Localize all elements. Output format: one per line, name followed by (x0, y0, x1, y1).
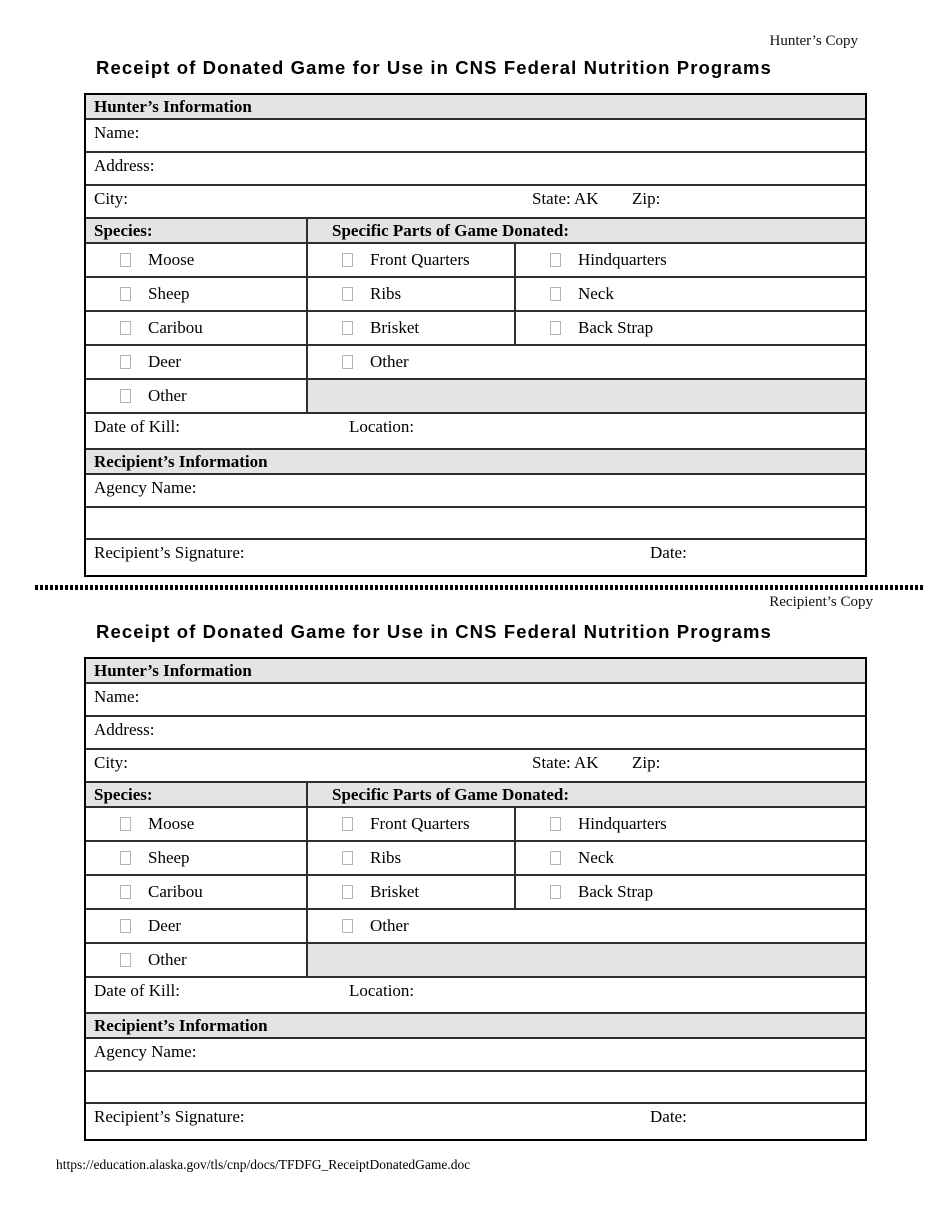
back-strap-label-2: Back Strap (578, 882, 654, 901)
hindquarters-label: Hindquarters (578, 250, 667, 269)
neck-label: Neck (578, 284, 614, 303)
form-title: Receipt of Donated Game for Use in CNS Federal Nutrition Programs (96, 57, 772, 78)
agency-name-label: Agency Name: (94, 478, 197, 497)
location-label-2: Location: (349, 981, 415, 1000)
part-brisket-cell-2 (308, 876, 516, 908)
parts-header-2: Specific Parts of Game Donated: (332, 784, 570, 804)
front-quarters-checkbox-2[interactable] (342, 817, 353, 831)
hunter-copy-label: Hunter’s Copy (769, 33, 858, 49)
state-label-2: State: AK (532, 753, 599, 772)
parts-header: Specific Parts of Game Donated: (332, 220, 570, 240)
brisket-checkbox-2[interactable] (342, 885, 353, 899)
address-label: Address: (94, 156, 155, 175)
state-label: State: AK (532, 189, 599, 208)
part-neck-cell-2 (516, 842, 865, 874)
part-other-cell-2 (308, 910, 865, 942)
agency-name-row[interactable] (86, 475, 865, 508)
sheep-label: Sheep (148, 284, 190, 303)
back-strap-checkbox-2[interactable] (550, 885, 561, 899)
part-back-strap-cell (516, 312, 865, 344)
game-row-4-2 (86, 910, 865, 944)
part-back-strap-cell-2 (516, 876, 865, 908)
game-row-3 (86, 312, 865, 346)
caribou-label: Caribou (148, 318, 203, 337)
date-label: Date: (650, 543, 687, 562)
sheep-checkbox-2[interactable] (120, 851, 131, 865)
back-strap-checkbox[interactable] (550, 321, 561, 335)
caribou-label-2: Caribou (148, 882, 203, 901)
species-caribou-cell-2 (86, 876, 308, 908)
city-state-zip-row-2[interactable] (86, 750, 865, 783)
deer-label: Deer (148, 352, 182, 371)
hindquarters-checkbox[interactable] (550, 253, 561, 267)
species-header: Species: (86, 219, 308, 242)
part-other-checkbox-2[interactable] (342, 919, 353, 933)
date-of-kill-row[interactable] (86, 414, 865, 450)
name-field-row[interactable] (86, 120, 865, 153)
part-front-quarters-cell-2 (308, 808, 516, 840)
hunter-information-header-2: Hunter’s Information (86, 659, 865, 684)
date-label-2: Date: (650, 1107, 687, 1126)
deer-checkbox[interactable] (120, 355, 131, 369)
brisket-label-2: Brisket (370, 882, 420, 901)
hindquarters-label-2: Hindquarters (578, 814, 667, 833)
front-quarters-label-2: Front Quarters (370, 814, 470, 833)
part-other-checkbox[interactable] (342, 355, 353, 369)
species-parts-header-row-2 (86, 783, 865, 808)
part-other-cell (308, 346, 865, 378)
recipient-signature-label-2: Recipient’s Signature: (94, 1107, 245, 1126)
moose-label-2: Moose (148, 814, 195, 833)
neck-checkbox[interactable] (550, 287, 561, 301)
recipient-signature-label: Recipient’s Signature: (94, 543, 245, 562)
blank-row[interactable] (86, 508, 865, 540)
name-label-2: Name: (94, 687, 140, 706)
species-other-cell (86, 380, 308, 412)
part-other-label: Other (370, 352, 409, 371)
date-of-kill-row-2[interactable] (86, 978, 865, 1014)
game-row-2-2 (86, 842, 865, 876)
brisket-checkbox[interactable] (342, 321, 353, 335)
species-other-label: Other (148, 386, 187, 405)
name-label: Name: (94, 123, 140, 142)
species-other-cell-2 (86, 944, 308, 976)
part-hindquarters-cell (516, 244, 865, 276)
ribs-label-2: Ribs (370, 848, 402, 867)
deer-checkbox-2[interactable] (120, 919, 131, 933)
agency-name-label-2: Agency Name: (94, 1042, 197, 1061)
city-label: City: (94, 189, 129, 208)
species-moose-cell-2 (86, 808, 308, 840)
hindquarters-checkbox-2[interactable] (550, 817, 561, 831)
agency-name-row-2[interactable] (86, 1039, 865, 1072)
species-parts-header-row (86, 219, 865, 244)
deer-label-2: Deer (148, 916, 182, 935)
address-field-row-2[interactable] (86, 717, 865, 750)
sheep-label-2: Sheep (148, 848, 190, 867)
part-neck-cell (516, 278, 865, 310)
name-field-row-2[interactable] (86, 684, 865, 717)
recipient-information-header-2: Recipient’s Information (86, 1014, 865, 1039)
game-row-5 (86, 380, 865, 414)
moose-checkbox-2[interactable] (120, 817, 131, 831)
ribs-label: Ribs (370, 284, 402, 303)
signature-date-row[interactable] (86, 540, 865, 575)
part-ribs-cell (308, 278, 516, 310)
species-caribou-cell (86, 312, 308, 344)
part-hindquarters-cell-2 (516, 808, 865, 840)
date-of-kill-label: Date of Kill: (94, 417, 180, 436)
game-row-3-2 (86, 876, 865, 910)
part-front-quarters-cell (308, 244, 516, 276)
neck-checkbox-2[interactable] (550, 851, 561, 865)
species-deer-cell (86, 346, 308, 378)
caribou-checkbox-2[interactable] (120, 885, 131, 899)
species-header-2: Species: (86, 783, 308, 806)
moose-label: Moose (148, 250, 195, 269)
location-label: Location: (349, 417, 415, 436)
species-other-checkbox-2[interactable] (120, 953, 131, 967)
back-strap-label: Back Strap (578, 318, 654, 337)
game-row-2 (86, 278, 865, 312)
neck-label-2: Neck (578, 848, 614, 867)
moose-checkbox[interactable] (120, 253, 131, 267)
front-quarters-label: Front Quarters (370, 250, 470, 269)
species-other-label-2: Other (148, 950, 187, 969)
brisket-label: Brisket (370, 318, 420, 337)
recipient-information-header: Recipient’s Information (86, 450, 865, 475)
species-moose-cell (86, 244, 308, 276)
caribou-checkbox[interactable] (120, 321, 131, 335)
address-label-2: Address: (94, 720, 155, 739)
species-deer-cell-2 (86, 910, 308, 942)
address-field-row[interactable] (86, 153, 865, 186)
game-row-5-2 (86, 944, 865, 978)
cut-line-separator (35, 585, 925, 590)
game-row-1 (86, 244, 865, 278)
source-url-text: https://education.alaska.gov/tls/cnp/docs/TFDFG_ReceiptDonatedGame.doc (56, 1157, 471, 1172)
species-other-checkbox[interactable] (120, 389, 131, 403)
front-quarters-checkbox[interactable] (342, 253, 353, 267)
ribs-checkbox[interactable] (342, 287, 353, 301)
game-row-1-2 (86, 808, 865, 842)
zip-label-2: Zip: (632, 753, 661, 772)
recipient-copy-form (84, 657, 867, 1141)
species-sheep-cell-2 (86, 842, 308, 874)
city-state-zip-row[interactable] (86, 186, 865, 219)
shaded-filler-cell-2 (308, 944, 865, 976)
shaded-filler-cell (308, 380, 865, 412)
ribs-checkbox-2[interactable] (342, 851, 353, 865)
sheep-checkbox[interactable] (120, 287, 131, 301)
blank-row-2[interactable] (86, 1072, 865, 1104)
hunter-information-header: Hunter’s Information (86, 95, 865, 120)
part-ribs-cell-2 (308, 842, 516, 874)
hunter-copy-form (84, 93, 867, 577)
game-row-4 (86, 346, 865, 380)
city-label-2: City: (94, 753, 129, 772)
date-of-kill-label-2: Date of Kill: (94, 981, 180, 1000)
part-other-label-2: Other (370, 916, 409, 935)
recipient-copy-label: Recipient’s Copy (769, 594, 873, 610)
species-sheep-cell (86, 278, 308, 310)
form-title-2: Receipt of Donated Game for Use in CNS Federal Nutrition Programs (96, 621, 772, 642)
part-brisket-cell (308, 312, 516, 344)
signature-date-row-2[interactable] (86, 1104, 865, 1139)
zip-label: Zip: (632, 189, 661, 208)
